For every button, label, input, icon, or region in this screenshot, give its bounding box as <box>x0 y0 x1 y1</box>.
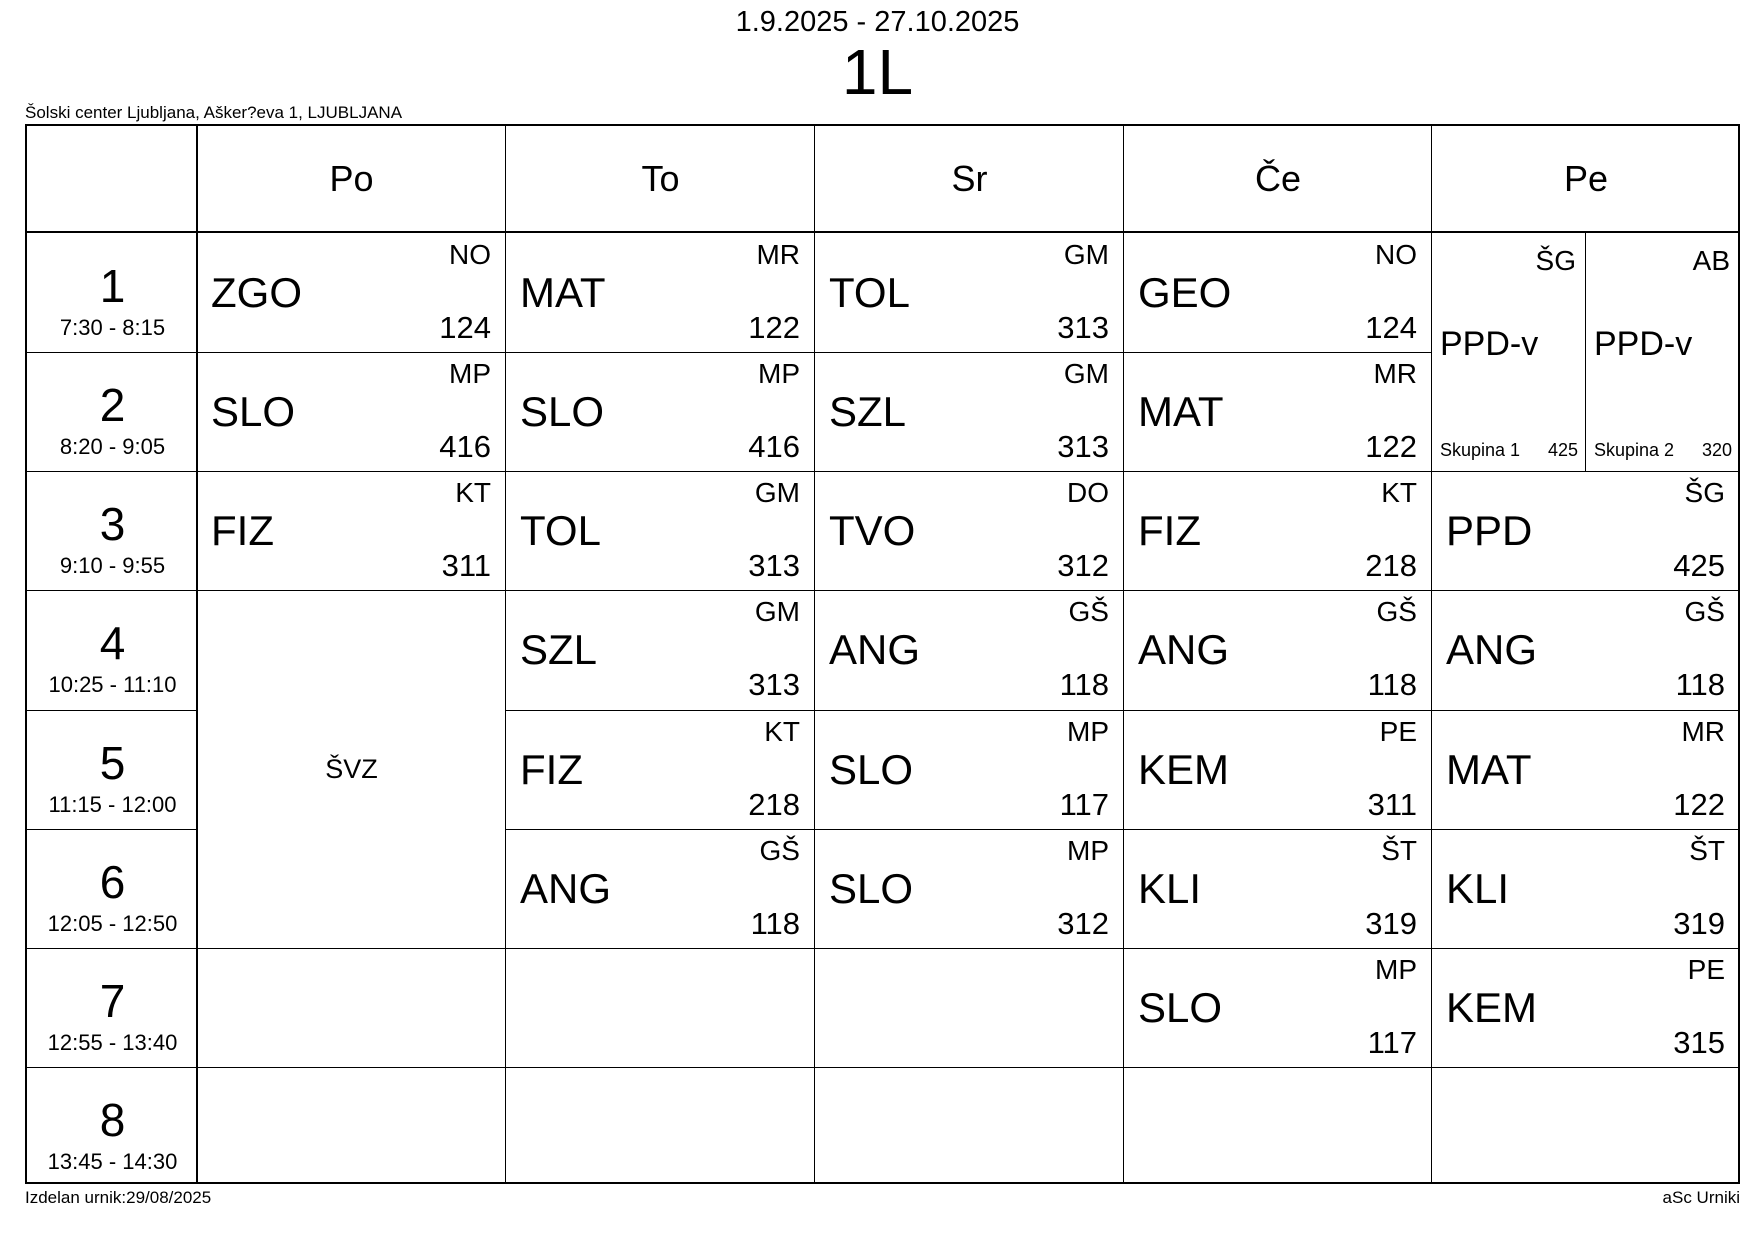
lesson-room: 313 <box>1057 310 1109 345</box>
day-header-pe: Pe <box>1563 158 1609 199</box>
lesson-cell <box>815 233 1124 352</box>
lesson-subject: KLI <box>1446 865 1510 912</box>
lesson-cell <box>506 352 815 471</box>
lesson-cell <box>197 471 506 590</box>
lesson-room: 425 <box>1547 440 1578 460</box>
grid-line <box>506 1067 1432 1068</box>
lesson-cell <box>1124 829 1432 948</box>
lesson-room: 320 <box>1701 440 1732 460</box>
lesson-subject: SLO <box>1138 984 1223 1031</box>
lesson-teacher: PE <box>1687 954 1725 985</box>
period-number: 4 <box>99 617 126 669</box>
lesson-room: 122 <box>1365 429 1417 464</box>
day-header-po: Po <box>329 158 374 199</box>
period-cell <box>27 1067 198 1182</box>
lesson-room: 313 <box>748 548 800 583</box>
lesson-teacher: MP <box>1375 954 1417 985</box>
lesson-room: 319 <box>1365 906 1417 941</box>
lesson-subject: KEM <box>1446 984 1538 1031</box>
period-number: 3 <box>99 498 126 550</box>
lesson-room: 118 <box>750 906 800 941</box>
lesson-subject: KLI <box>1138 865 1202 912</box>
lesson-teacher: GŠ <box>759 835 800 866</box>
block-lesson-svz: ŠVZ <box>325 754 378 784</box>
lesson-subject: KEM <box>1138 746 1230 793</box>
lesson-teacher: KT <box>1381 477 1417 508</box>
lesson-room: 312 <box>1057 906 1109 941</box>
lesson-cell <box>506 829 815 948</box>
group-lesson-cell <box>1586 233 1740 471</box>
period-number: 6 <box>99 856 126 908</box>
period-cell <box>27 352 198 471</box>
lesson-subject: SZL <box>829 388 907 435</box>
lesson-room: 124 <box>439 310 491 345</box>
lesson-cell <box>815 590 1124 709</box>
lesson-subject: ZGO <box>211 269 302 316</box>
lesson-cell <box>815 352 1124 471</box>
day-header-sr: Sr <box>951 158 988 199</box>
lesson-cell <box>1124 352 1432 471</box>
lesson-subject: SLO <box>829 865 914 912</box>
lesson-room: 311 <box>441 548 491 583</box>
lesson-room: 118 <box>1367 667 1417 702</box>
lesson-teacher: MP <box>758 358 800 389</box>
day-header-ce: Če <box>1254 158 1302 199</box>
lesson-room: 218 <box>748 787 800 822</box>
lesson-teacher: MR <box>1373 358 1417 389</box>
class-name: 1L <box>841 36 914 108</box>
lesson-teacher: ŠG <box>1684 477 1725 508</box>
period-cell <box>27 233 198 352</box>
created-date: Izdelan urnik:29/08/2025 <box>25 1188 212 1207</box>
lesson-subject: FIZ <box>1138 507 1201 554</box>
lesson-cell <box>1124 233 1432 352</box>
lesson-room: 425 <box>1673 548 1725 583</box>
grid-line <box>1432 1067 1738 1068</box>
lesson-cell <box>1124 471 1432 590</box>
lesson-room: 218 <box>1365 548 1417 583</box>
grid-line <box>197 948 506 949</box>
lesson-cell <box>506 233 815 352</box>
lesson-teacher: KT <box>764 716 800 747</box>
lesson-subject: PPD <box>1446 507 1533 554</box>
period-cell <box>27 471 198 590</box>
lesson-subject: MAT <box>1446 746 1532 793</box>
lesson-cell <box>815 471 1124 590</box>
lesson-teacher: AB <box>1692 245 1730 276</box>
lesson-subject: ANG <box>1446 626 1538 673</box>
brand-label: aSc Urniki <box>1662 1188 1740 1207</box>
lesson-subject: MAT <box>1138 388 1224 435</box>
period-time: 8:20 - 9:05 <box>59 434 166 459</box>
period-cell <box>27 948 198 1067</box>
lesson-subject: SLO <box>829 746 914 793</box>
group-lesson-cell <box>1432 233 1586 471</box>
lesson-cell <box>815 710 1124 829</box>
lesson-cell <box>506 710 815 829</box>
lesson-room: 118 <box>1675 667 1725 702</box>
lesson-group: Skupina 2 <box>1594 440 1675 460</box>
period-time: 7:30 - 8:15 <box>59 315 166 340</box>
period-time: 12:05 - 12:50 <box>47 911 178 936</box>
lesson-group: Skupina 1 <box>1440 440 1521 460</box>
period-number: 7 <box>99 975 126 1027</box>
lesson-cell <box>1432 829 1740 948</box>
lesson-subject: SLO <box>520 388 605 435</box>
lesson-room: 315 <box>1673 1025 1725 1060</box>
lesson-subject: ANG <box>1138 626 1230 673</box>
lesson-teacher: GŠ <box>1684 596 1725 627</box>
lesson-teacher: GM <box>1063 358 1109 389</box>
lesson-teacher: GM <box>754 477 800 508</box>
period-time: 11:15 - 12:00 <box>48 792 177 817</box>
lesson-teacher: NO <box>1375 239 1417 270</box>
lesson-room: 122 <box>748 310 800 345</box>
period-number: 1 <box>99 260 126 312</box>
period-cell <box>27 710 198 829</box>
lesson-teacher: MP <box>449 358 491 389</box>
lesson-cell <box>506 590 815 709</box>
period-cell <box>27 590 198 710</box>
period-number: 5 <box>99 737 126 789</box>
lesson-cell <box>1124 948 1432 1067</box>
timetable-grid <box>25 124 1740 1184</box>
lesson-room: 124 <box>1365 310 1417 345</box>
lesson-teacher: DO <box>1067 477 1109 508</box>
lesson-subject: PPD-v <box>1594 325 1693 363</box>
period-number: 8 <box>99 1094 126 1146</box>
lesson-subject: PPD-v <box>1440 325 1539 363</box>
lesson-teacher: ŠT <box>1381 835 1417 866</box>
period-time: 12:55 - 13:40 <box>47 1030 178 1055</box>
lesson-teacher: GŠ <box>1068 596 1109 627</box>
lesson-cell <box>1124 710 1432 829</box>
lesson-teacher: GM <box>1063 239 1109 270</box>
period-time: 9:10 - 9:55 <box>59 553 166 578</box>
lesson-teacher: KT <box>455 477 491 508</box>
lesson-subject: FIZ <box>520 746 583 793</box>
lesson-room: 312 <box>1057 548 1109 583</box>
lesson-cell <box>197 352 506 471</box>
school-name: Šolski center Ljubljana, Ašker?eva 1, LJUBLJANA <box>25 103 403 122</box>
lesson-room: 319 <box>1673 906 1725 941</box>
lesson-room: 122 <box>1673 787 1725 822</box>
lesson-teacher: MP <box>1067 716 1109 747</box>
day-header-to: To <box>641 158 680 199</box>
lesson-subject: TOL <box>520 507 601 554</box>
lesson-teacher: GM <box>754 596 800 627</box>
lesson-room: 311 <box>1367 787 1417 822</box>
lesson-teacher: MR <box>1681 716 1725 747</box>
period-number: 2 <box>99 379 126 431</box>
lesson-cell <box>815 829 1124 948</box>
lesson-cell <box>1432 590 1740 709</box>
lesson-room: 313 <box>1057 429 1109 464</box>
lesson-room: 117 <box>1367 1025 1417 1060</box>
lesson-teacher: MP <box>1067 835 1109 866</box>
lesson-subject: ANG <box>829 626 921 673</box>
lesson-subject: SZL <box>520 626 598 673</box>
lesson-teacher: GŠ <box>1376 596 1417 627</box>
lesson-cell <box>1432 948 1740 1067</box>
lesson-room: 118 <box>1059 667 1109 702</box>
lesson-room: 416 <box>439 429 491 464</box>
lesson-teacher: NO <box>449 239 491 270</box>
lesson-cell <box>1432 710 1740 829</box>
lesson-subject: TOL <box>829 269 910 316</box>
lesson-subject: ANG <box>520 865 612 912</box>
lesson-subject: FIZ <box>211 507 274 554</box>
period-time: 10:25 - 11:10 <box>48 672 177 697</box>
date-range: 1.9.2025 - 27.10.2025 <box>735 6 1020 38</box>
lesson-cell <box>1124 590 1432 709</box>
lesson-teacher: MR <box>756 239 800 270</box>
lesson-cell <box>506 471 815 590</box>
lesson-subject: SLO <box>211 388 296 435</box>
lesson-teacher: ŠG <box>1535 245 1576 276</box>
lesson-room: 416 <box>748 429 800 464</box>
lesson-teacher: PE <box>1379 716 1417 747</box>
period-time: 13:45 - 14:30 <box>47 1149 178 1174</box>
lesson-subject: GEO <box>1138 269 1232 316</box>
lesson-teacher: ŠT <box>1689 835 1725 866</box>
lesson-subject: TVO <box>829 507 916 554</box>
period-cell <box>27 829 198 948</box>
lesson-room: 117 <box>1059 787 1109 822</box>
lesson-cell <box>197 233 506 352</box>
lesson-subject: MAT <box>520 269 606 316</box>
lesson-cell <box>1432 471 1740 590</box>
lesson-room: 313 <box>748 667 800 702</box>
grid-line <box>197 1067 506 1068</box>
